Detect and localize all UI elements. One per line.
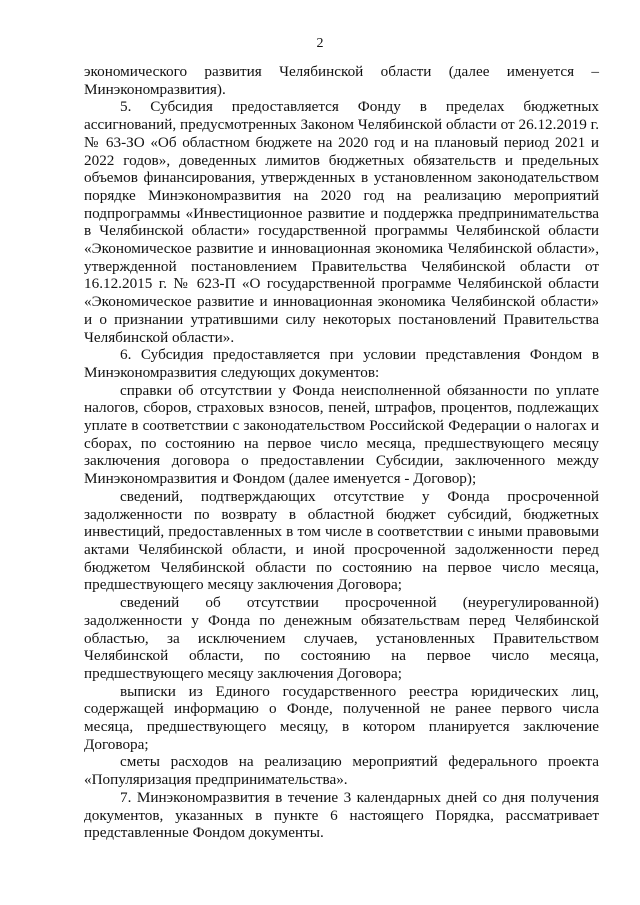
paragraph-debt-information: сведений, подтверждающих отсутствие у Фонда просроченной задолженности по возврату в областной бюджет субсидий, бюджетных инвестиций, предоставленных в том числе в соответствии с иными правовыми актами Челябинской области, и иной просроченной задолженности перед бюджетом Челябинской области по состоянию на первое число месяца, предшествующего месяцу заключения Договора; <box>84 487 599 594</box>
paragraph-tax-certificate: справки об отсутствии у Фонда неисполненной обязанности по уплате налогов, сборов, страховых взносов, пеней, штрафов, процентов, подлежащих уплате в соответствии с законодательством Российской Федерации о налогах и сборах, по состоянию на первое число месяца, предшествующего месяцу заключения договора о предоставлении Субсидии, заключенного между Минэкономразвития и Фондом (далее именуется - Договор); <box>84 381 599 488</box>
paragraph-item-6: 6. Субсидия предоставляется при условии представления Фондом в Минэкономразвития следующих документов: <box>84 346 599 381</box>
paragraph-registry-extract: выписки из Единого государственного реестра юридических лиц, содержащей информацию о Фонде, полученной не ранее первого числа месяца, предшествующего месяцу, в котором планируется заключение Договора; <box>84 682 599 753</box>
paragraph-overdue-obligations: сведений об отсутствии просроченной (неурегулированной) задолженности у Фонда по денежным обязательствам перед Челябинской областью, за исключением случаев, установленных Правительством Челябинской области, по состоянию на первое число месяца, предшествующего месяцу заключения Договора; <box>84 594 599 682</box>
paragraph-cost-estimate: сметы расходов на реализацию мероприятий федерального проекта «Популяризация предпринимательства». <box>84 753 599 789</box>
paragraph-continuation: экономического развития Челябинской области (далее именуется – Минэкономразвития). <box>84 63 599 98</box>
paragraph-item-5: 5. Субсидия предоставляется Фонду в пределах бюджетных ассигнований, предусмотренных Законом Челябинской области от 26.12.2019 г. № 63-ЗО «Об областном бюджете на 2020 год и на плановый период 2021 и 2022 годов», доведенных лимитов бюджетных обязательств и предельных объемов финансирования, утвержденных в установленном законодательством порядке Минэкономразвития на 2020 год на реализацию мероприятий подпрограммы «Инвестиционное развитие и поддержка предпринимательства в Челябинской области» государственной программы Челябинской области «Экономическое развитие и инновационная экономика Челябинской области», утвержденной постановлением Правительства Челябинской области от 16.12.2015 г. № 623-П «О государственной программе Челябинской области «Экономическое развитие и инновационная экономика Челябинской области» и о признании утратившими силу некоторых постановлений Правительства Челябинской области». <box>84 98 599 346</box>
page-number: 2 <box>316 36 324 51</box>
document-body <box>84 63 599 842</box>
paragraph-item-7: 7. Минэкономразвития в течение 3 календарных дней со дня получения документов, указанных в пункте 6 настоящего Порядка, рассматривает представленные Фондом документы. <box>84 788 599 842</box>
